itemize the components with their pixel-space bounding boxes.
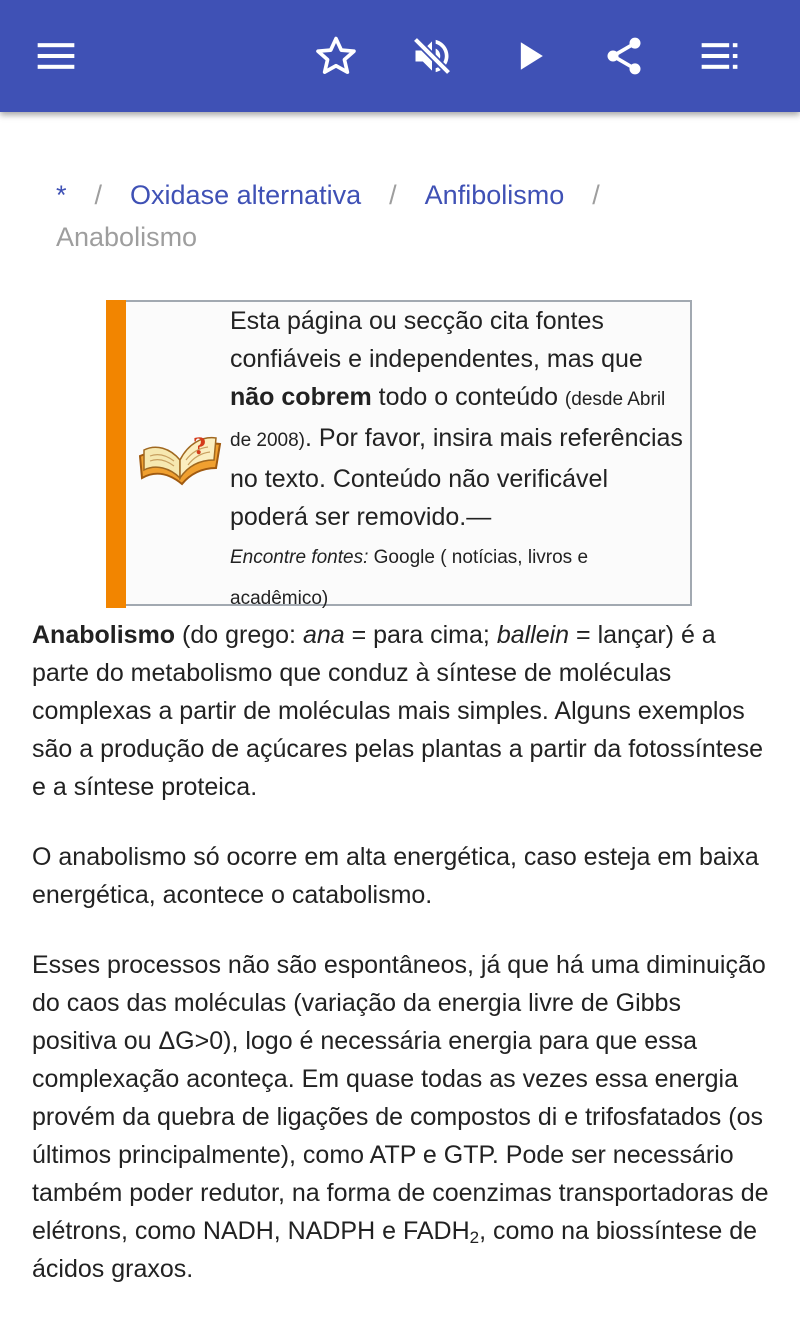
greek-word-ballein: ballein — [496, 621, 570, 649]
article-paragraph-1 — [32, 616, 772, 806]
breadcrumb-separator: / — [94, 180, 103, 210]
notice-message — [230, 302, 688, 618]
hamburger-menu-icon — [34, 34, 78, 78]
article-body — [32, 616, 772, 1320]
notice-text-after-date: . Por favor, insira mais referências no texto. Conteúdo não verificável poderá ser removido.— — [230, 424, 683, 531]
notice-date: (desde Abril de 2008) — [230, 389, 666, 451]
article-term: Anabolismo — [32, 621, 176, 649]
paragraph-text: , como na biossíntese de ácidos graxos. — [32, 1217, 758, 1283]
subscript: 2 — [469, 1228, 480, 1247]
breadcrumb — [56, 174, 756, 258]
notice-text: Esta página ou secção cita fontes confiáveis e independentes, mas que — [230, 307, 643, 373]
breadcrumb-link-home[interactable]: * — [56, 180, 67, 210]
breadcrumb-separator: / — [389, 180, 397, 210]
breadcrumb-link-oxidase-alternativa[interactable]: Oxidase alternativa — [130, 180, 362, 210]
play-button[interactable] — [498, 24, 562, 88]
breadcrumb-link-anfibolismo[interactable]: Anfibolismo — [424, 180, 565, 210]
paragraph-text: (do grego: — [175, 621, 303, 649]
article-paragraph-3 — [32, 946, 772, 1288]
svg-text:?: ? — [193, 434, 206, 460]
share-icon — [602, 34, 646, 78]
article-paragraph-2: O anabolismo só ocorre em alta energética, caso esteja em baixa energética, acontece o catabolismo. — [32, 843, 759, 909]
list-icon — [698, 34, 742, 78]
paragraph-text: = lançar) é a parte do metabolismo que conduz à síntese de moléculas complexas a partir de moléculas mais simples. Alguns exemplos são a produção de açúcares pelas plantas a partir da fotossíntese e a síntese proteica. — [32, 621, 764, 801]
find-sources-label: Encontre fontes: — [230, 547, 369, 568]
breadcrumb-current-page: Anabolismo — [56, 222, 198, 252]
notice-text-after-bold: todo o conteúdo — [371, 383, 565, 411]
book-question-icon — [136, 420, 224, 490]
share-button[interactable] — [592, 24, 656, 88]
menu-button[interactable] — [24, 24, 88, 88]
app-bar — [0, 0, 800, 112]
notice-accent-stripe — [106, 300, 126, 608]
favorite-button[interactable] — [304, 24, 368, 88]
notice-bold-text: não cobrem — [230, 383, 372, 411]
paragraph-text: Esses processos não são espontâneos, já que há uma diminuição do caos das moléculas (variação da energia livre de Gibbs positiva ou ΔG>0), logo é necessária energia para que essa complexação aconteça. Em quase todas as vezes essa energia provém da quebra de ligações de compostos di e trifosfatados (os últimos principalmente), como ATP e GTP. Pode ser necessário também poder redutor, na forma de coenzimas transportadoras de elétrons, como NADH, NADPH e FADH — [32, 951, 769, 1245]
table-of-contents-button[interactable] — [688, 24, 752, 88]
references-notice-box — [106, 300, 692, 609]
mute-button[interactable] — [400, 24, 464, 88]
play-icon — [508, 34, 552, 78]
find-sources-links[interactable]: Google ( notícias, livros e acadêmico) — [230, 547, 589, 609]
breadcrumb-separator: / — [592, 180, 600, 210]
paragraph-text: = para cima; — [344, 621, 497, 649]
volume-off-icon — [410, 34, 454, 78]
star-outline-icon — [314, 34, 358, 78]
greek-word-ana: ana — [302, 621, 345, 649]
